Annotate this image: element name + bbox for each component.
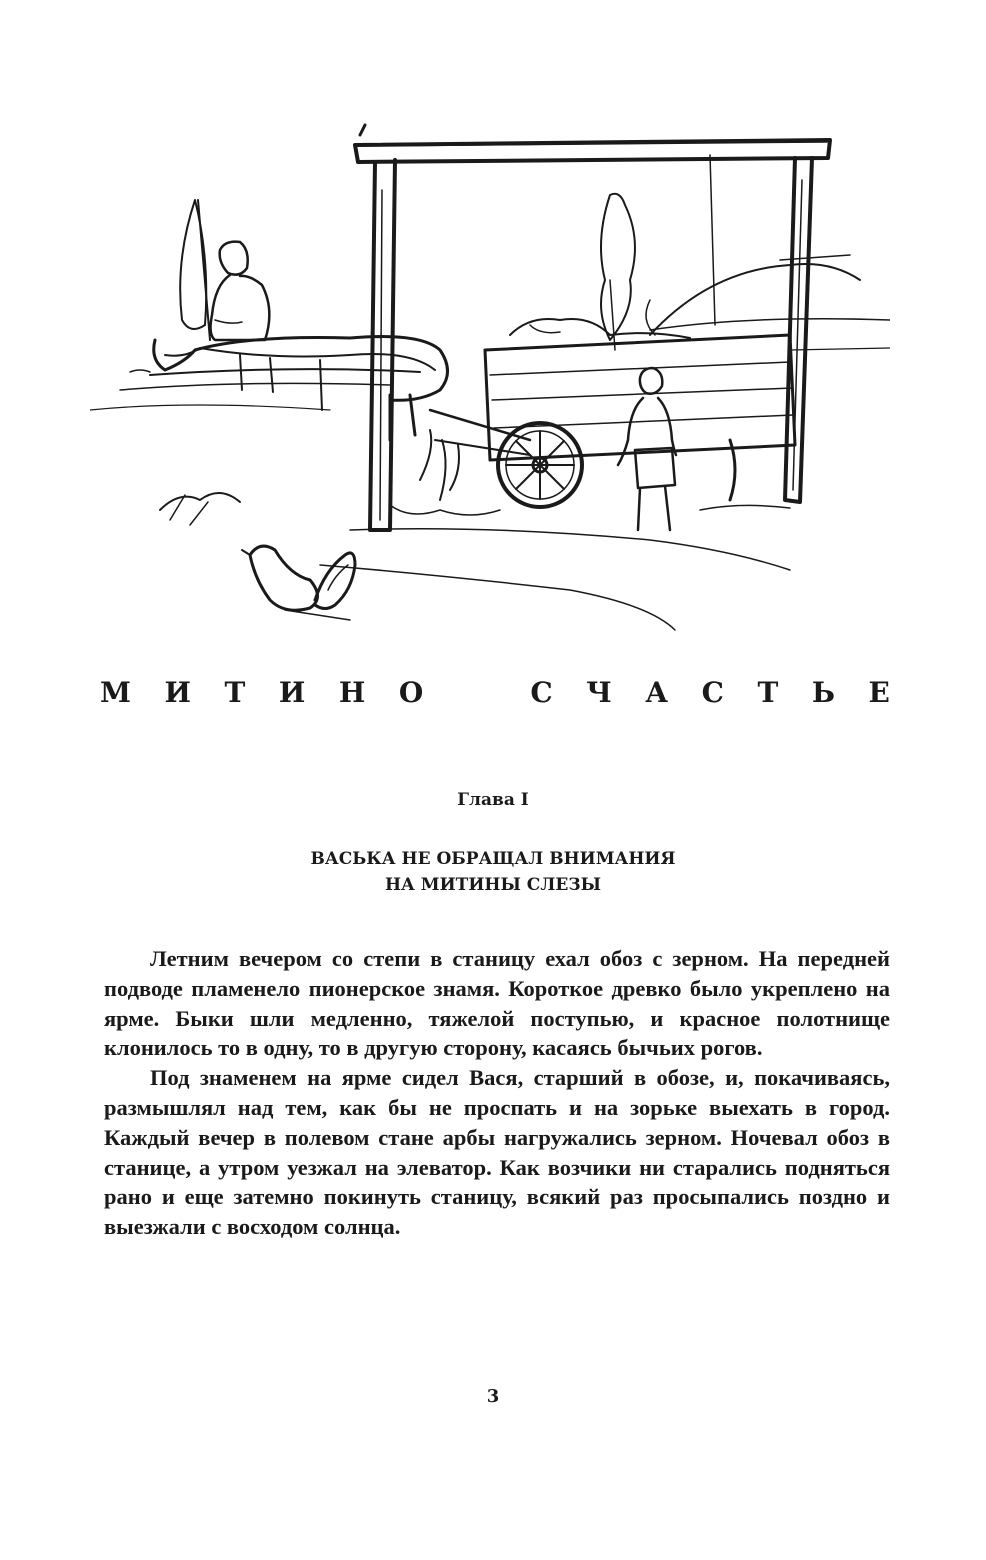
chapter-label: Глава I (457, 790, 529, 810)
title-letter: А (645, 676, 669, 709)
title-letter: Е (868, 676, 890, 709)
title-word-gap (457, 676, 497, 709)
title-letter: С (530, 676, 553, 709)
chapter-title (0, 846, 986, 898)
chapter-title-line: НА МИТИНЫ СЛЕЗЫ (384, 875, 602, 895)
ox-cart-illustration (90, 110, 890, 650)
title-letter: О (398, 676, 424, 709)
title-letter: И (278, 676, 306, 709)
paragraph: Под знаменем на ярме сидел Вася, старший в обозе, и, покачиваясь, размышлял над тем, как бы не проспать и на зорьке выехать в город. Каждый вечер в полевом стане арбы нагружались зерном. Ночевал обоз в станице, а утром уезжал на элеватор. Как возчики ни старались подняться рано и еще затемно покинуть станицу, всякий раз просыпались поздно и выезжали с восходом солнца. (104, 1065, 890, 1240)
book-title (100, 676, 890, 709)
title-letter: Ч (586, 676, 612, 709)
chapter-title-line: ВАСЬКА НЕ ОБРАЩАЛ ВНИМАНИЯ (310, 849, 676, 869)
title-letter: М (100, 676, 131, 709)
title-letter: Н (338, 676, 366, 709)
page-number: 3 (486, 1386, 500, 1407)
paragraph: Летним вечером со степи в станицу ехал обоз с зерном. На передней подводе пламенело пионерское знамя. Короткое древко было укреплено на ярме. Быки шли медленно, тяжелой поступью, и красное полотнище клонилось то в одну, то в другую сторону, касаясь бычьих рогов. (104, 946, 890, 1061)
title-letter: Т (757, 676, 779, 709)
title-letter: С (701, 676, 724, 709)
title-letter: И (164, 676, 191, 709)
chapter-body (104, 944, 890, 1242)
title-letter: Ь (811, 676, 835, 709)
title-letter: Т (224, 676, 246, 709)
